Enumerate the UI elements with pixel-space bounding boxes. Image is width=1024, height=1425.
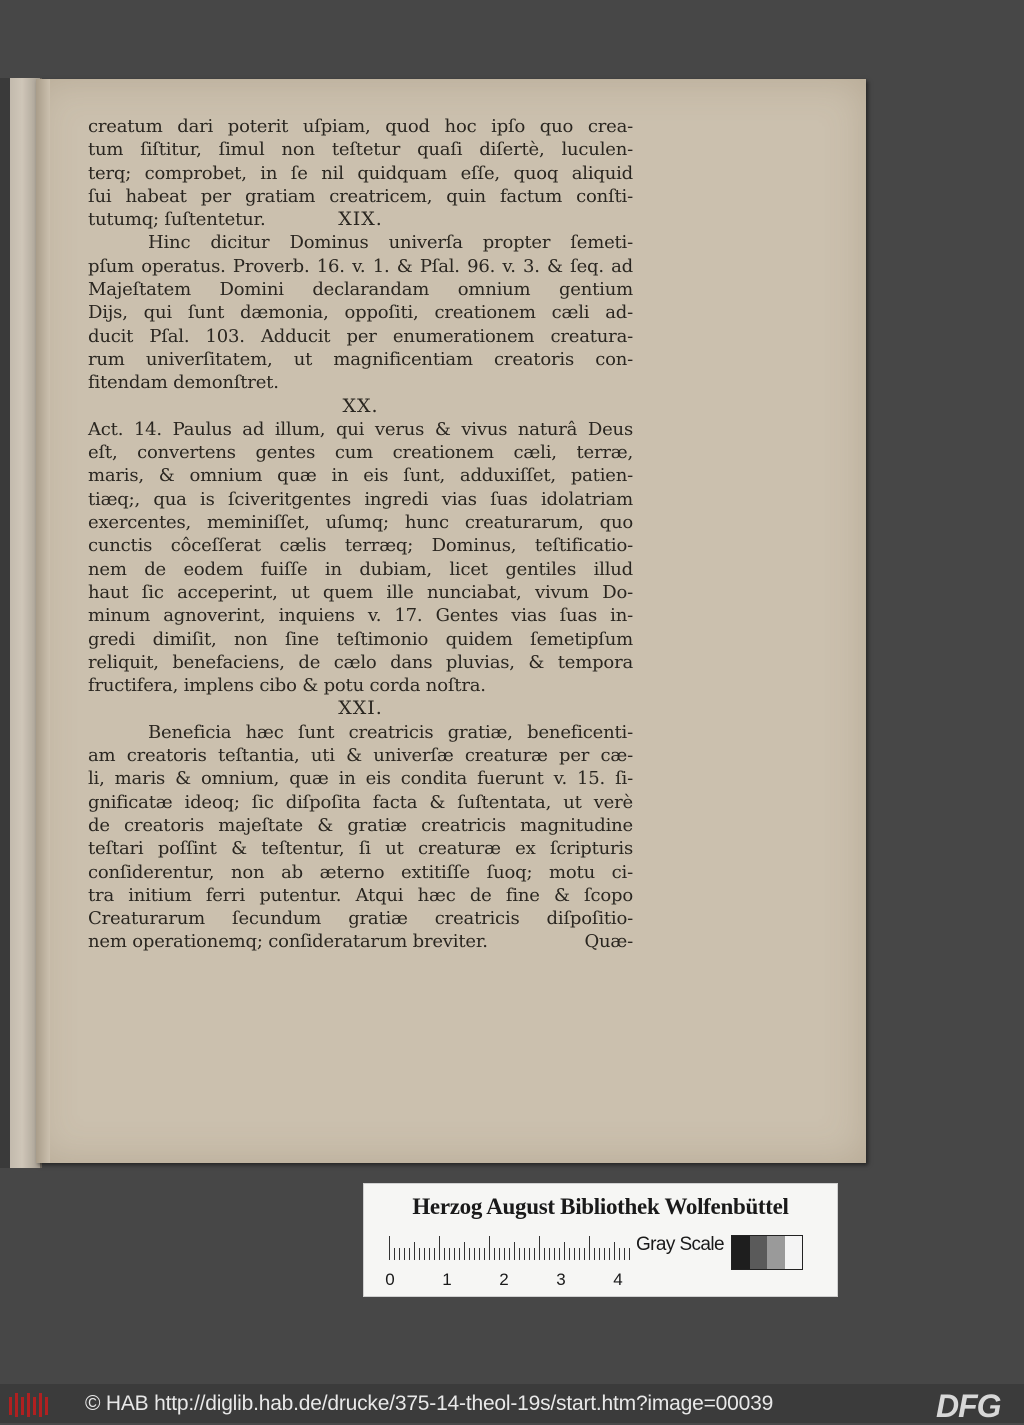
ruler-tick (399, 1248, 400, 1260)
binding-shadow (0, 78, 10, 1168)
gray-scale-label: Gray Scale (636, 1234, 724, 1255)
ruler-tick (574, 1248, 575, 1260)
ruler-tick (629, 1248, 630, 1260)
ruler-tick (534, 1248, 535, 1260)
text-line: pſum operatus. Proverb. 16. v. 1. & Pſal. 96. v. 3. & ſeq. ad (88, 255, 633, 277)
ruler-labels (382, 1270, 642, 1290)
text-line: haut ſic acceperint, ut quem ille nunciabat, vivum Do- (88, 581, 633, 603)
text-line: fructifera, implens cibo & potu corda noſtra. (88, 675, 486, 697)
text-line: Beneficia hæc ſunt creatricis gratiæ, beneficenti- (148, 721, 633, 743)
text-line (88, 208, 633, 231)
ruler-tick (594, 1248, 595, 1260)
ruler-label: 3 (556, 1270, 566, 1289)
ruler-label: 2 (499, 1270, 509, 1289)
footer-bar (0, 1384, 1024, 1423)
text-line: eſt, convertens gentes cum creationem cæli, terræ, (88, 442, 633, 464)
ruler-tick (579, 1248, 580, 1260)
page-text (88, 115, 633, 954)
ruler-tick (389, 1236, 390, 1260)
ruler-tick (564, 1242, 565, 1260)
ruler-tick (409, 1248, 410, 1260)
text-line: minum agnoverint, inquiens v. 17. Gentes vias ſuas in- (88, 605, 633, 627)
text-line: exercentes, meminiſſet, uſumq; hunc creaturarum, quo (88, 512, 633, 534)
text-line: tiæq;, qua is ſciveritgentes ingredi vias ſuas idolatriam (88, 488, 633, 510)
ruler-tick (504, 1248, 505, 1260)
ruler-tick (494, 1248, 495, 1260)
text-line: terq; comprobet, in ſe nil quidquam eſſe, quoq aliquid (88, 162, 633, 184)
ruler-tick (404, 1248, 405, 1260)
ruler-tick (519, 1248, 520, 1260)
text-line: gredi dimiſit, non ſine teſtimonio quidem ſemetipſum (88, 628, 633, 650)
ruler-label: 0 (385, 1270, 395, 1289)
section-heading-21: XXI. (338, 697, 383, 720)
ruler-tick (464, 1242, 465, 1260)
page-fold-shadow (36, 79, 50, 1163)
ruler-tick (499, 1248, 500, 1260)
measurement-ruler (389, 1236, 629, 1260)
text-line: ſui habeat per gratiam creatricem, quin factum conſti- (88, 185, 633, 207)
hab-logo-icon (6, 1391, 50, 1419)
text-line: de creatoris majeſtate & gratiæ creatricis magnitudine (88, 814, 633, 836)
gray-swatch (750, 1236, 768, 1269)
ruler-tick (609, 1248, 610, 1260)
ruler-tick (549, 1248, 550, 1260)
gray-swatch (785, 1236, 803, 1269)
ruler-tick (434, 1248, 435, 1260)
text-line: reliquit, benefaciens, de cælo dans pluvias, & tempora (88, 651, 633, 673)
ruler-tick (559, 1248, 560, 1260)
ruler-tick (444, 1248, 445, 1260)
reference-card (363, 1183, 838, 1297)
ruler-tick (529, 1248, 530, 1260)
section-heading-20: XX. (342, 394, 379, 417)
ruler-tick (584, 1248, 585, 1260)
ruler-tick (604, 1248, 605, 1260)
text-line: tum ſiſtitur, ſimul non teſtetur quaſi diſertè, luculen- (88, 139, 633, 161)
dfg-logo: DFG (936, 1388, 1001, 1424)
ruler-tick (414, 1242, 415, 1260)
final-line-with-catchword (88, 930, 633, 953)
text-line-content: tutumq; ſuſtentetur. (88, 209, 266, 231)
text-line: teſtari poſſint & teſtentur, ſi ut creaturæ ex ſcripturis (88, 838, 633, 860)
ruler-tick (569, 1248, 570, 1260)
text-line: Hinc dicitur Dominus univerſa propter ſemeti- (148, 232, 633, 254)
text-line: am creatoris teſtantia, uti & univerſæ creaturæ per cæ- (88, 745, 633, 767)
text-line: Act. 14. Paulus ad illum, qui verus & vivus naturâ Deus (88, 418, 633, 440)
ruler-label: 4 (613, 1270, 623, 1289)
text-line: Dijs, qui ſunt dæmonia, oppoſiti, creationem cæli ad- (88, 302, 633, 324)
text-line: maris, & omnium quæ in eis ſunt, adduxiſſet, patien- (88, 465, 633, 487)
gray-scale-swatches (731, 1235, 803, 1270)
ruler-tick (424, 1248, 425, 1260)
ruler-tick (394, 1248, 395, 1260)
ruler-tick (539, 1236, 540, 1260)
section-heading-19: XIX. (338, 208, 383, 231)
ruler-label: 1 (442, 1270, 452, 1289)
text-line: tra initium ferri putentur. Atqui hæc de fine & ſcopo (88, 884, 633, 906)
library-name: Herzog August Bibliothek Wolfenbüttel (412, 1194, 789, 1219)
catchword: Quæ- (584, 931, 633, 953)
text-line: creatum dari poterit uſpiam, quod hoc ipſo quo crea- (88, 116, 633, 137)
ruler-tick (554, 1248, 555, 1260)
copyright-url[interactable]: © HAB http://diglib.hab.de/drucke/375-14-theol-19s/start.htm?image=00039 (85, 1392, 774, 1415)
text-line: cunctis côceſſerat cælis terræq; Dominus, teſtificatio- (88, 535, 633, 557)
text-line: ducit Pſal. 103. Adducit per enumerationem creatura- (88, 325, 633, 347)
ruler-tick (479, 1248, 480, 1260)
text-line: li, maris & omnium, quæ in eis condita fuerunt v. 15. ſi- (88, 768, 633, 790)
gray-swatch (732, 1236, 750, 1269)
text-line: fitendam demonſtret. (88, 372, 279, 394)
ruler-tick (419, 1248, 420, 1260)
ruler-tick (469, 1248, 470, 1260)
text-line: nem de eodem fuiſſe in dubiam, licet gentiles illud (88, 558, 633, 580)
ruler-tick (589, 1236, 590, 1260)
ruler-tick (439, 1236, 440, 1260)
gray-swatch (767, 1236, 785, 1269)
ruler-tick (524, 1248, 525, 1260)
ruler-tick (489, 1236, 490, 1260)
ruler-tick (599, 1248, 600, 1260)
ruler-tick (514, 1242, 515, 1260)
text-line: gnificatæ ideoq; ſic diſpoſita facta & ſuſtentata, ut verè (88, 791, 633, 813)
ruler-tick (509, 1248, 510, 1260)
text-line: Majeſtatem Domini declarandam omnium gentium (88, 279, 633, 301)
ruler-tick (624, 1248, 625, 1260)
text-line: rum univerſitatem, ut magnificentiam creatoris con- (88, 348, 633, 370)
text-line: conſiderentur, non ab æterno extitiſſe ſuoq; motu ci- (88, 861, 633, 883)
ruler-tick (544, 1248, 545, 1260)
ruler-tick (614, 1242, 615, 1260)
ruler-tick (484, 1248, 485, 1260)
ruler-tick (459, 1248, 460, 1260)
ruler-tick (619, 1248, 620, 1260)
final-text-line: nem operationemq; conſideratarum breviter. (88, 931, 488, 953)
ruler-tick (454, 1248, 455, 1260)
ruler-tick (449, 1248, 450, 1260)
ruler-tick (429, 1248, 430, 1260)
ruler-tick (474, 1248, 475, 1260)
text-line: Creaturarum ſecundum gratiæ creatricis diſpoſitio- (88, 908, 633, 930)
